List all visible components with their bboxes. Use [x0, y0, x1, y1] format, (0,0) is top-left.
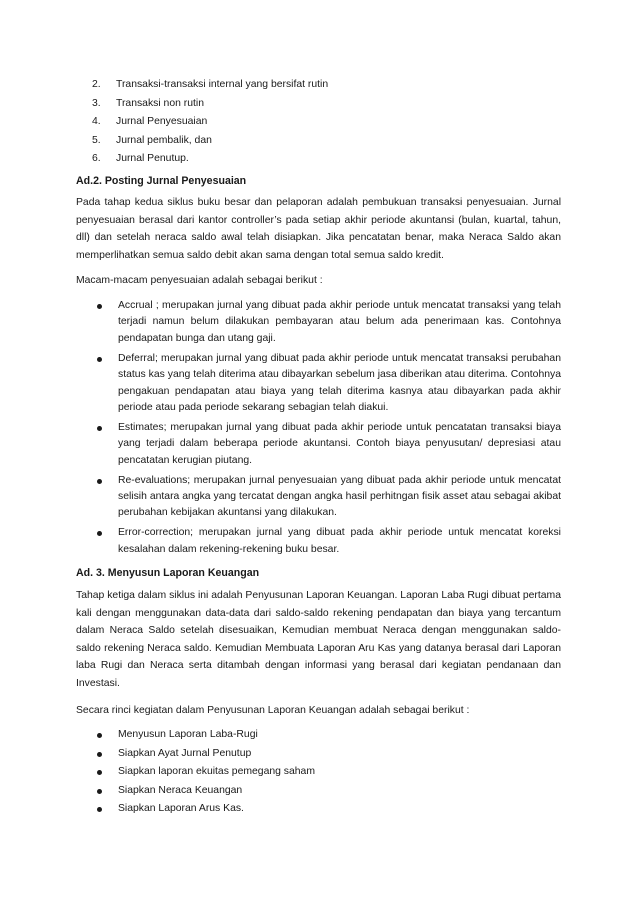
list-item [96, 764, 561, 781]
list-text: Jurnal pembalik, dan [116, 134, 212, 146]
section3-heading: Ad. 3. Menyusun Laporan Keuangan [76, 567, 260, 579]
list-text: Jurnal Penutup. [116, 153, 189, 165]
list-item [96, 783, 561, 800]
bullet-text: Siapkan Laporan Arus Kas. [118, 803, 244, 814]
list-item [92, 134, 328, 153]
bullet-icon [97, 426, 102, 431]
bullet-text: Re-evaluations; merupakan jurnal penyesuaian yang dibuat pada akhir periode untuk mencatat selisih antara angka yang tercatat dengan angka hasil perhitngan fisik asset atau sebagai akibat perubahan kebijakan akuntansi yang dilakukan. [118, 474, 561, 519]
bullet-text: Siapkan laporan ekuitas pemegang saham [118, 766, 315, 777]
bullet-icon [97, 357, 102, 362]
bullet-icon [97, 770, 102, 775]
bullet-icon [97, 789, 102, 794]
list-number: 6. [92, 153, 101, 165]
section3-paragraph: Tahap ketiga dalam siklus ini adalah Penyusunan Laporan Keuangan. Laporan Laba Rugi dibuat pertama kali dengan menggunakan data-data dari saldo-saldo rekening pendapatan dan biaya yang tercantum dalam Neraca Saldo setelah disesuaikan, Kemudian membuat Neraca dengan menggunakan saldo-saldo rekening Neraca saldo. Kemudian Membuata Laporan Aru Kas yang datanya berasal dari Laporan laba Rugi dan Neraca serta ditambah dengan informasi yang berasal dari kegiatan pendanaan dan Investasi. [76, 590, 561, 689]
bullet-icon [97, 304, 102, 309]
bullet-icon [97, 752, 102, 757]
bullet-text: Deferral; merupakan jurnal yang dibuat pada akhir periode untuk mencatat transaksi perubahan status kas yang telah diterima atau dibayarkan sebelum jasa diberikan atau diterima. Contohnya pengakuan pendapatan atau biaya yang telah diterima kasnya atau dibayarkan pada akhir periode atau pada periode sekarang sebagian telah diakui. [118, 352, 561, 413]
bullet-text: Menyusun Laporan Laba-Rugi [118, 729, 258, 740]
list-item [92, 97, 328, 116]
numbered-list [92, 78, 328, 171]
list-item [92, 78, 328, 97]
section2-paragraph: Pada tahap kedua siklus buku besar dan pelaporan adalah pembukuan transaksi penyesuaian. Jurnal penyesuaian berasal dari kantor controller’s pada setiap akhir periode akuntansi (bulan, kuartal, tahun, dll) dan setelah neraca saldo awal telah disiapkan. Jika pencatatan benar, maka Neraca Saldo akan memperlihatkan semua saldo debit akan sama dengan total semua saldo kredit. [76, 197, 561, 261]
bullet-icon [97, 479, 102, 484]
list-number: 3. [92, 97, 101, 109]
list-item [92, 115, 328, 134]
section2-intro: Macam-macam penyesuaian adalah sebagai berikut : [76, 275, 323, 286]
bullet-icon [97, 531, 102, 536]
list-text: Transaksi-transaksi internal yang bersifat rutin [116, 79, 329, 90]
bullet-text: Siapkan Ayat Jurnal Penutup [118, 747, 252, 759]
list-item [96, 298, 561, 347]
list-item [96, 801, 561, 818]
list-item [96, 351, 561, 417]
list-item [92, 152, 328, 171]
list-item [96, 727, 561, 744]
list-item [96, 473, 561, 522]
list-item [96, 525, 561, 558]
bullet-text: Error-correction; merupakan jurnal yang dibuat pada akhir periode untuk mencatat koreksi kesalahan dalam rekening-rekening buku besar. [118, 527, 561, 555]
list-number: 5. [92, 134, 101, 146]
bullet-text: Siapkan Neraca Keuangan [118, 784, 243, 796]
section3-intro: Secara rinci kegiatan dalam Penyusunan Laporan Keuangan adalah sebagai berikut : [76, 705, 470, 716]
bullet-icon [97, 807, 102, 812]
list-text: Jurnal Penyesuaian [116, 116, 208, 128]
list-number: 4. [92, 116, 101, 128]
section3-bullet-list [96, 727, 561, 820]
list-text: Transaksi non rutin [116, 97, 204, 109]
section2-bullet-list [96, 298, 561, 562]
bullet-icon [97, 733, 102, 738]
section2-heading: Ad.2. Posting Jurnal Penyesuaian [76, 175, 247, 187]
list-number: 2. [92, 79, 101, 90]
list-item [96, 746, 561, 763]
list-item [96, 420, 561, 469]
bullet-text: Estimates; merupakan jurnal yang dibuat pada akhir periode untuk pencatatan transaksi biaya yang terjadi dalam beberapa periode akuntansi. Contoh biaya penyusutan/ depresiasi atau pencatatan kerugian piutang. [118, 421, 561, 466]
bullet-text: Accrual ; merupakan jurnal yang dibuat pada akhir periode untuk mencatat transaksi yang telah terjadi namun belum dilakukan pembayaran atau belum ada penerimaan kas. Contohnya pendapatan bunga dan utang gaji. [118, 300, 561, 344]
